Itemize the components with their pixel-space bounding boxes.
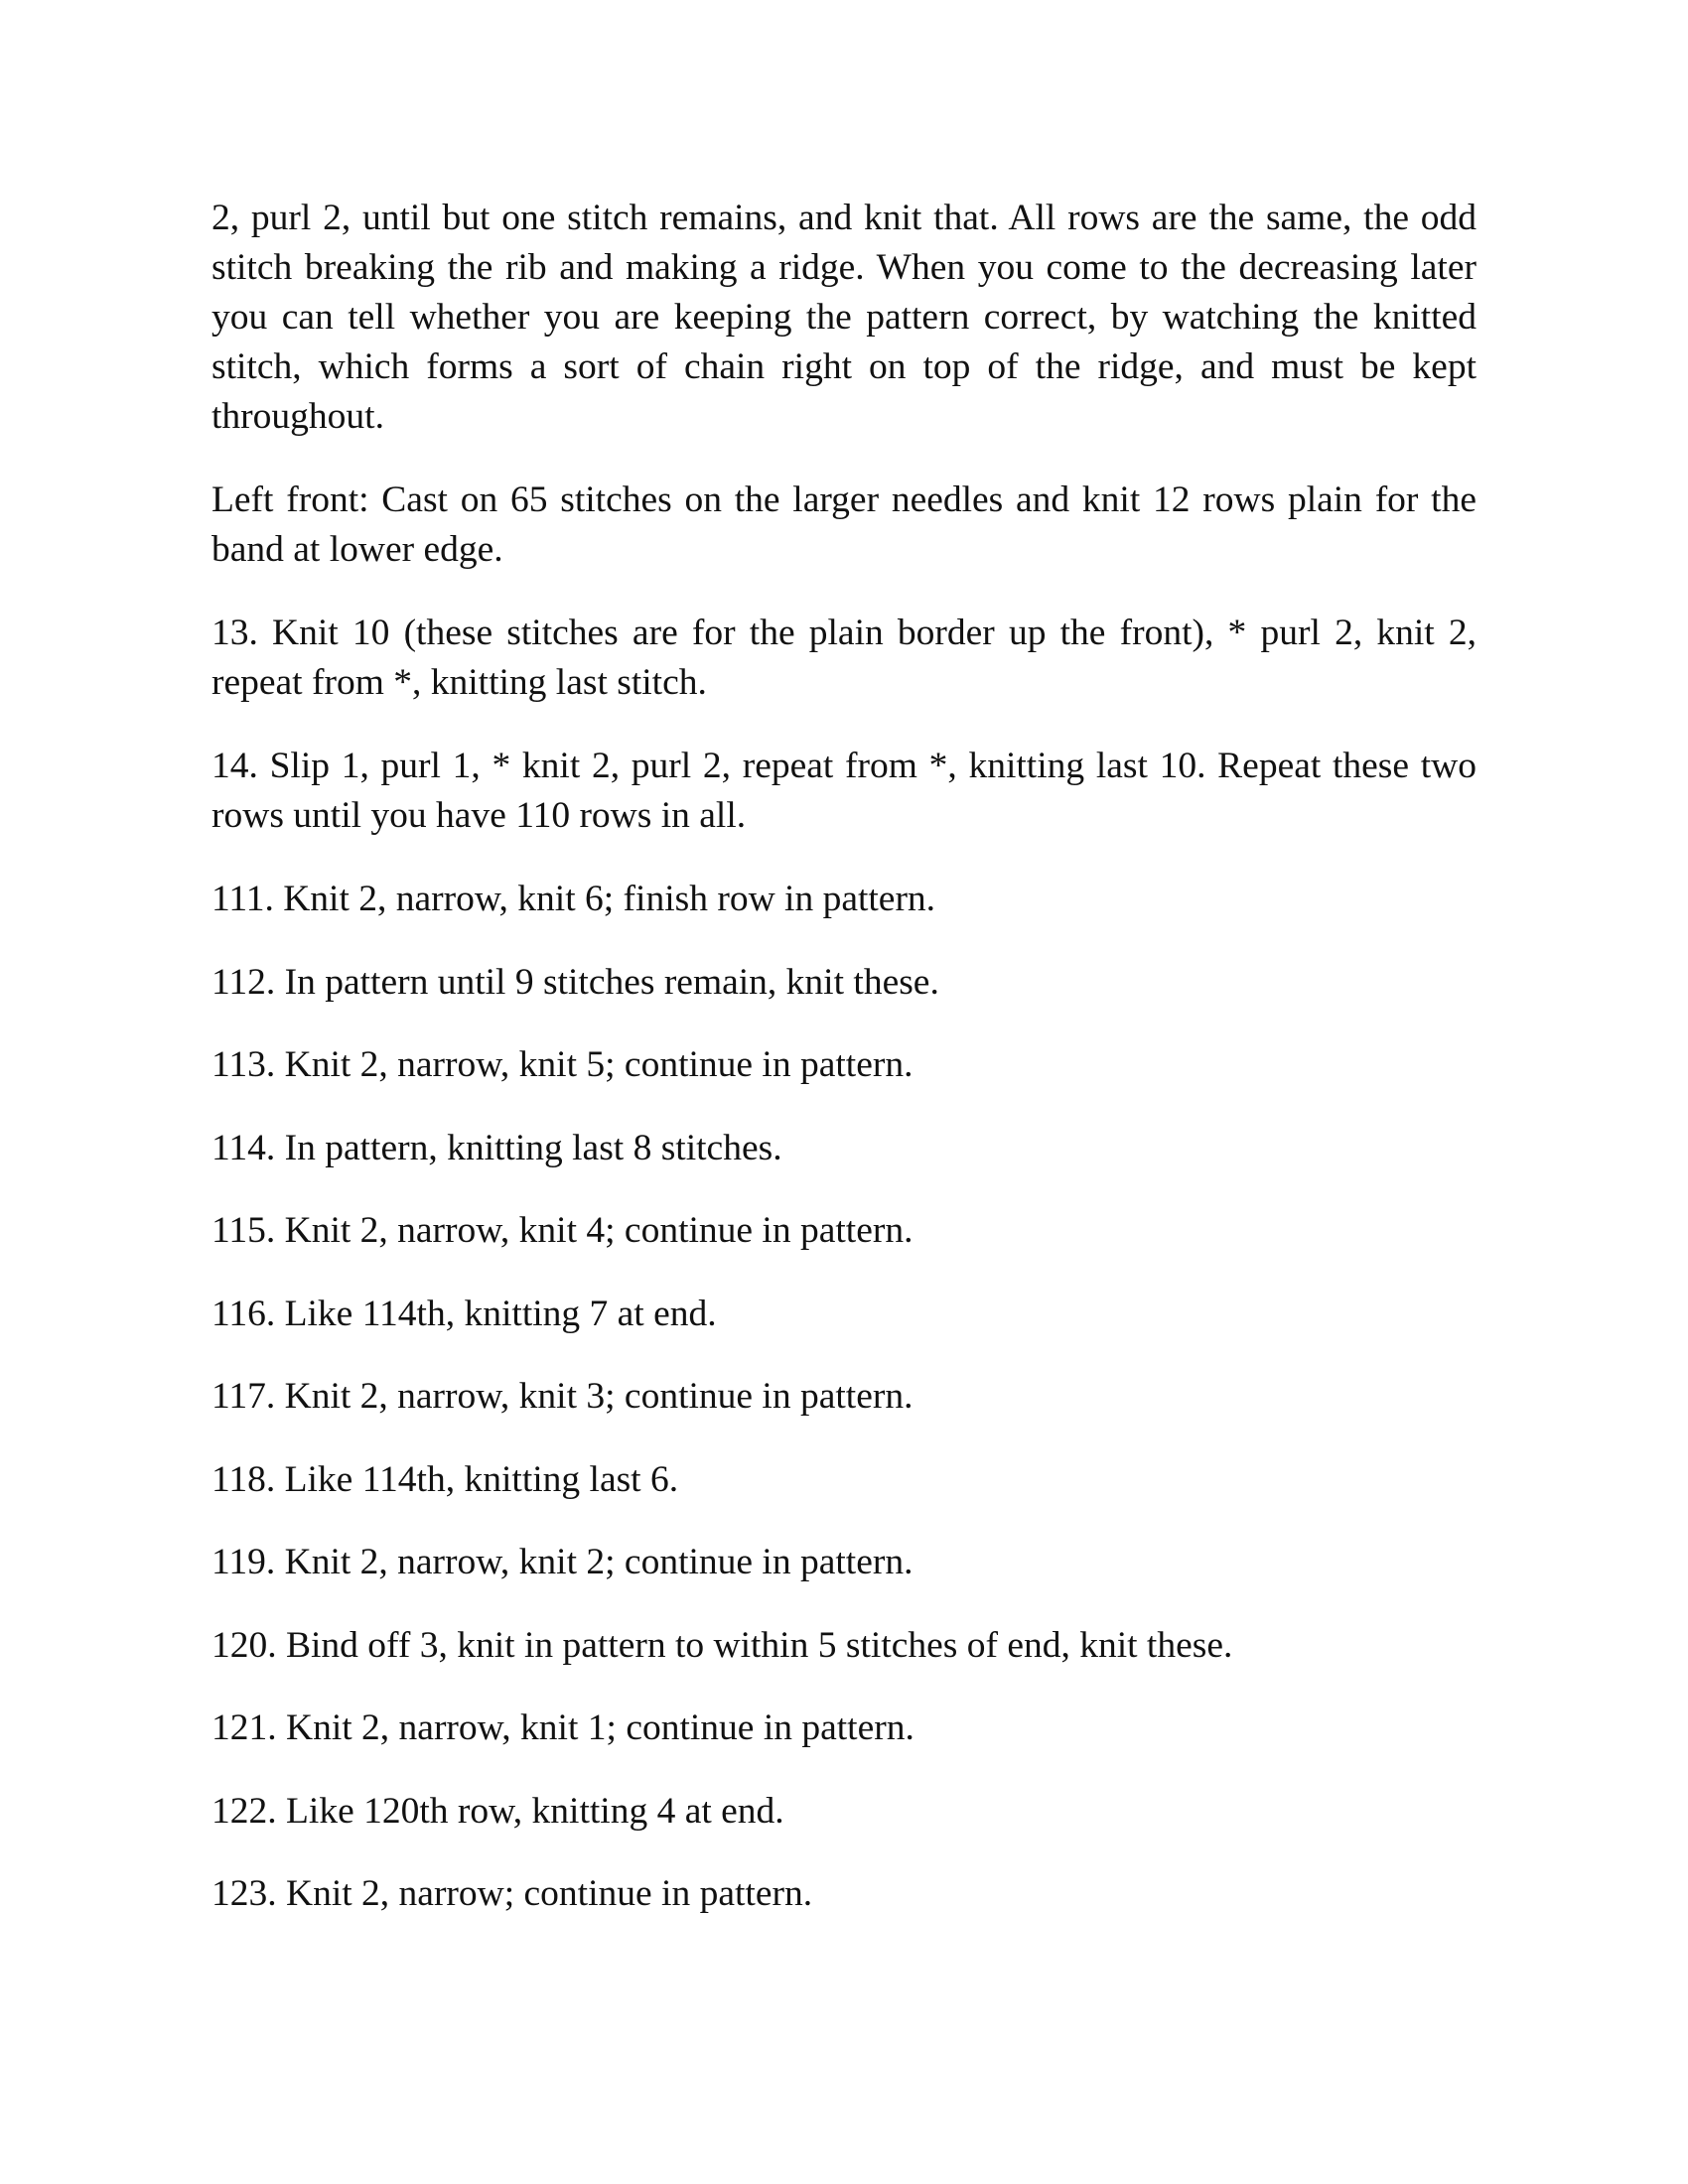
row-instruction-122: 122. Like 120th row, knitting 4 at end.: [211, 1790, 784, 1832]
row-instruction-118: 118. Like 114th, knitting last 6.: [211, 1458, 679, 1500]
row-instruction-112: 112. In pattern until 9 stitches remain, knit these.: [211, 961, 939, 1003]
row-instruction-121: 121. Knit 2, narrow, knit 1; continue in pattern.: [211, 1707, 914, 1748]
row-instruction-119: 119. Knit 2, narrow, knit 2; continue in pattern.: [211, 1542, 914, 1582]
document-page: [211, 194, 1477, 1953]
row-instruction-115: 115. Knit 2, narrow, knit 4; continue in pattern.: [211, 1210, 914, 1251]
row-instruction-116: 116. Like 114th, knitting 7 at end.: [211, 1293, 717, 1334]
paragraph-left-front: Left front: Cast on 65 stitches on the larger needles and knit 12 rows plain for the band at lower edge.: [211, 479, 1477, 570]
paragraph-rib-pattern: 2, purl 2, until but one stitch remains, and knit that. All rows are the same, the odd stitch breaking the rib and making a ridge. When you come to the decreasing later you can tell whether you are keeping the pattern correct, by watching the knitted stitch, which forms a sort of chain right on top of the ridge, and must be kept throughout.: [211, 198, 1477, 437]
row-instruction-123: 123. Knit 2, narrow; continue in pattern.: [211, 1873, 813, 1914]
row-instruction-113: 113. Knit 2, narrow, knit 5; continue in pattern.: [211, 1044, 914, 1085]
paragraph-row-13: 13. Knit 10 (these stitches are for the plain border up the front), * purl 2, knit 2, repeat from *, knitting last stitch.: [211, 613, 1477, 703]
row-instruction-111: 111. Knit 2, narrow, knit 6; finish row in pattern.: [211, 879, 936, 919]
row-instruction-120: 120. Bind off 3, knit in pattern to within 5 stitches of end, knit these.: [211, 1624, 1233, 1666]
row-instruction-114: 114. In pattern, knitting last 8 stitches.: [211, 1127, 782, 1168]
paragraph-row-14: 14. Slip 1, purl 1, * knit 2, purl 2, repeat from *, knitting last 10. Repeat these two rows until you have 110 rows in all.: [211, 746, 1477, 836]
row-instruction-117: 117. Knit 2, narrow, knit 3; continue in pattern.: [211, 1376, 914, 1417]
